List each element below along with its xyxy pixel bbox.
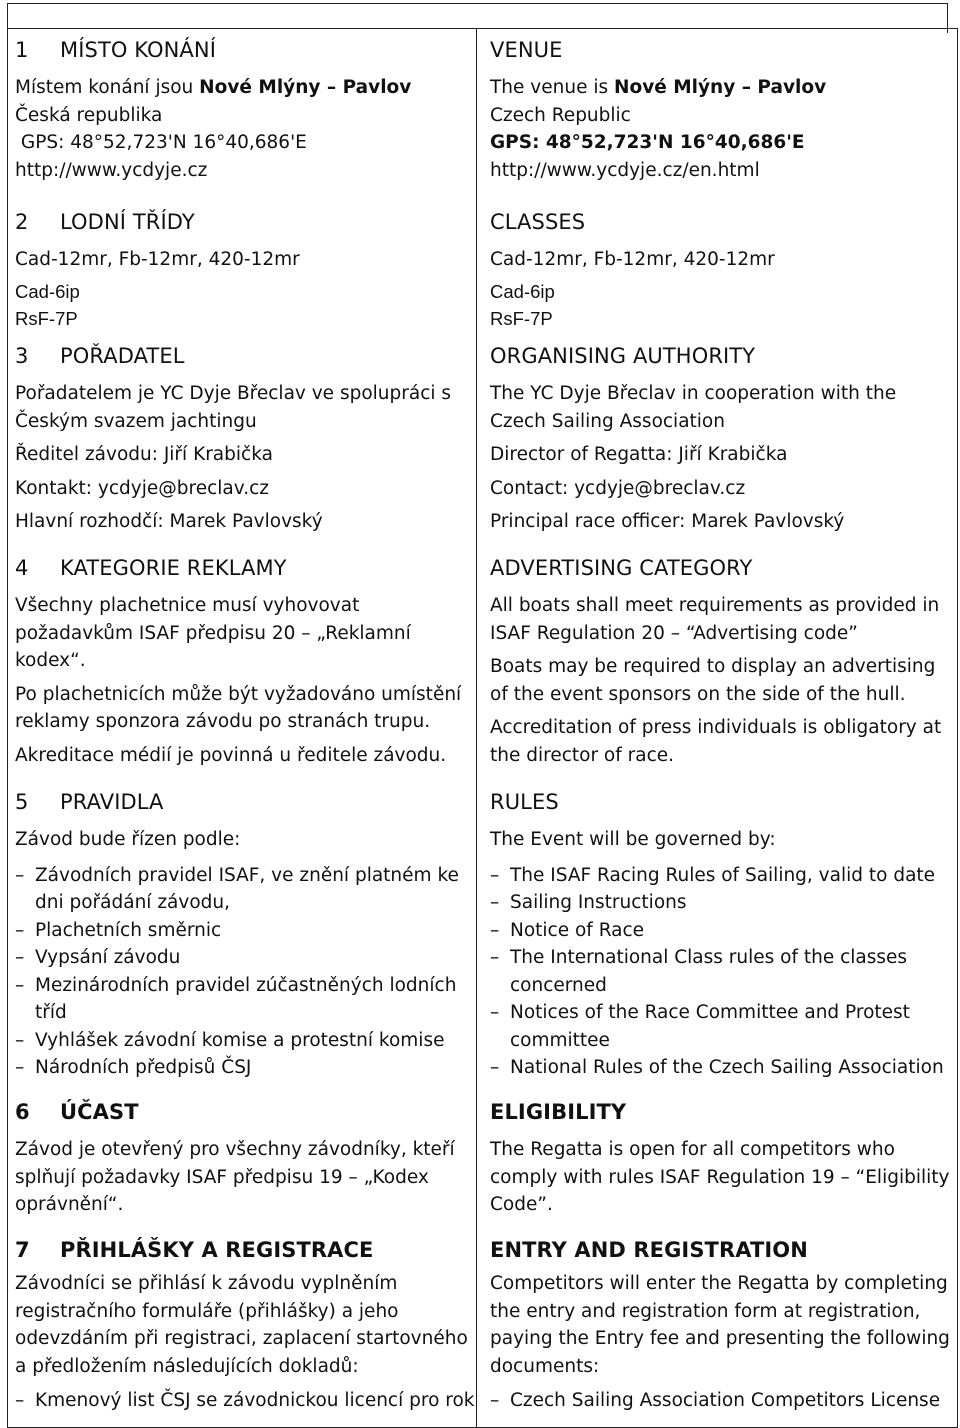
- list-item: – Plachetních směrnic: [15, 917, 475, 945]
- list-item: – Vypsání závodu: [15, 944, 475, 972]
- venue-link[interactable]: http://www.ycdyje.cz: [15, 159, 208, 181]
- list-item: – The International Class rules of the classes concerned: [490, 944, 950, 999]
- section-heading: ORGANISING AUTHORITY: [490, 344, 756, 368]
- rules-list: [15, 862, 475, 1082]
- section-heading: 4 KATEGORIE REKLAMY: [15, 556, 287, 580]
- section-classes-en: [490, 208, 950, 342]
- section-heading: VENUE: [490, 38, 563, 62]
- venue-country: Czech Republic: [490, 104, 631, 126]
- rules-intro: The Event will be governed by:: [490, 829, 776, 850]
- list-item: – Vyhlášek závodní komise a protestní komise: [15, 1027, 475, 1055]
- venue-text: Místem konání jsou Nové Mlýny – Pavlov: [15, 77, 412, 98]
- section-entry-en: [490, 1236, 950, 1415]
- section-heading: CLASSES: [490, 210, 586, 234]
- venue-gps: GPS: 48°52,723'N 16°40,686'E: [15, 132, 307, 153]
- list-item: – Notice of Race: [490, 917, 950, 945]
- section-eligibility-en: [490, 1098, 950, 1236]
- section-advertising-cz: [15, 554, 475, 788]
- section-authority-cz: [15, 342, 475, 554]
- section-rules-en: [490, 788, 950, 1098]
- section-venue-cz: [15, 36, 475, 208]
- section-eligibility-cz: [15, 1098, 475, 1236]
- section-authority-en: [490, 342, 950, 554]
- classes-line: Cad-6ip: [490, 280, 555, 302]
- venue-link[interactable]: http://www.ycdyje.cz/en.html: [490, 159, 760, 181]
- rules-intro: Závod bude řízen podle:: [15, 829, 241, 850]
- section-heading: RULES: [490, 790, 559, 814]
- section-heading: ADVERTISING CATEGORY: [490, 556, 753, 580]
- list-item: – The ISAF Racing Rules of Sailing, valid to date: [490, 862, 950, 890]
- eligibility-text: Závod je otevřený pro všechny závodníky, kteří splňují požadavky ISAF předpisu 19 – „Kodex oprávnění“.: [15, 1139, 455, 1215]
- column-divider: [476, 28, 477, 1428]
- authority-text: Pořadatelem je YC Dyje Břeclav ve spolupráci s Českým svazem jachtingu: [15, 383, 452, 432]
- classes-line: Cad-6ip: [15, 280, 80, 302]
- venue-country: Česká republika: [15, 104, 163, 126]
- eligibility-text: The Regatta is open for all competitors who comply with rules ISAF Regulation 19 – “Eligibility Code”.: [490, 1139, 950, 1215]
- advertising-text: All boats shall meet requirements as provided in ISAF Regulation 20 – “Advertising code”: [490, 595, 940, 644]
- english-column: [490, 36, 950, 1415]
- section-heading: 6 ÚČAST: [15, 1100, 139, 1124]
- list-item: – Sailing Instructions: [490, 889, 950, 917]
- section-heading: 3 POŘADATEL: [15, 344, 185, 368]
- classes-line: Cad-12mr, Fb-12mr, 420-12mr: [490, 249, 775, 270]
- pro-text: Principal race officer: Marek Pavlovský: [490, 511, 845, 532]
- advertising-text: Akreditace médií je povinná u ředitele závodu.: [15, 744, 447, 766]
- section-classes-cz: [15, 208, 475, 342]
- list-item: – Mezinárodních pravidel zúčastněných lodních tříd: [15, 972, 475, 1027]
- venue-text: The venue is Nové Mlýny – Pavlov: [490, 77, 827, 98]
- contact-text: Contact: ycdyje@breclav.cz: [490, 477, 746, 499]
- list-item: – Kmenový list ČSJ se závodnickou licencí pro rok: [15, 1387, 475, 1415]
- entry-list: [490, 1387, 950, 1415]
- list-item: – National Rules of the Czech Sailing Association: [490, 1054, 950, 1082]
- advertising-text: Všechny plachetnice musí vyhovovat požadavkům ISAF předpisu 20 – „Reklamní kodex“.: [15, 595, 411, 671]
- entry-text: Závodníci se přihlásí k závodu vyplněním registračního formuláře (přihlášky) a jeho odevzdáním při registraci, zaplacení startovného a předložením následujících dokladů:: [15, 1273, 468, 1377]
- pro-text: Hlavní rozhodčí: Marek Pavlovský: [15, 511, 323, 532]
- advertising-text: Po plachetnicích může být vyžadováno umístění reklamy sponzora závodu po stranách trupu.: [15, 683, 462, 732]
- classes-line: Cad-12mr, Fb-12mr, 420-12mr: [15, 249, 300, 270]
- entry-text: Competitors will enter the Regatta by completing the entry and registration form at registration, paying the Entry fee and presenting the following documents:: [490, 1273, 950, 1377]
- section-advertising-en: [490, 554, 950, 788]
- section-heading: 1 MÍSTO KONÁNÍ: [15, 38, 217, 62]
- venue-gps: GPS: 48°52,723'N 16°40,686'E: [490, 132, 805, 153]
- advertising-text: Boats may be required to display an advertising of the event sponsors on the side of the hull.: [490, 656, 936, 705]
- list-item: – Národních předpisů ČSJ: [15, 1054, 475, 1082]
- list-item: – Závodních pravidel ISAF, ve znění platném ke dni pořádání závodu,: [15, 862, 475, 917]
- section-venue-en: [490, 36, 950, 208]
- section-heading: ELIGIBILITY: [490, 1100, 627, 1124]
- director-text: Ředitel závodu: Jiří Krabička: [15, 444, 273, 465]
- list-item: – Czech Sailing Association Competitors License: [490, 1387, 950, 1415]
- list-item: – Notices of the Race Committee and Protest committee: [490, 999, 950, 1054]
- advertising-text: Accreditation of press individuals is obligatory at the director of race.: [490, 717, 942, 766]
- contact-text: Kontakt: ycdyje@breclav.cz: [15, 477, 270, 499]
- authority-text: The YC Dyje Břeclav in cooperation with the Czech Sailing Association: [490, 383, 897, 432]
- section-heading: 2 LODNÍ TŘÍDY: [15, 210, 195, 234]
- section-heading: ENTRY AND REGISTRATION: [490, 1238, 808, 1262]
- section-entry-cz: [15, 1236, 475, 1415]
- section-heading: 7 PŘIHLÁŠKY A REGISTRACE: [15, 1238, 374, 1262]
- director-text: Director of Regatta: Jiří Krabička: [490, 444, 788, 465]
- section-rules-cz: [15, 788, 475, 1098]
- entry-list: [15, 1387, 475, 1415]
- czech-column: [15, 36, 475, 1415]
- classes-line: RsF-7P: [490, 307, 553, 329]
- section-heading: 5 PRAVIDLA: [15, 790, 164, 814]
- rules-list: [490, 862, 950, 1082]
- classes-line: RsF-7P: [15, 307, 78, 329]
